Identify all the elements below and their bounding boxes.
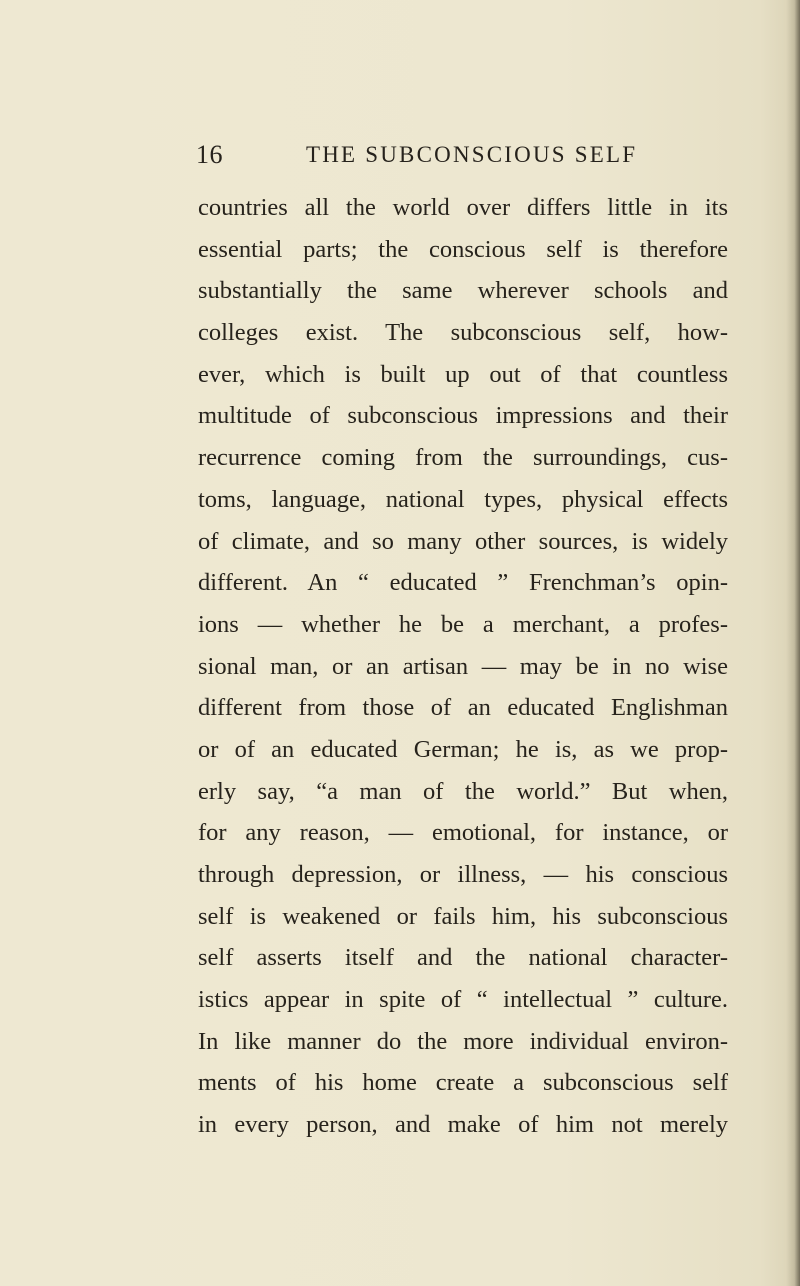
text-line: in every person, and make of him not merely bbox=[198, 1111, 728, 1139]
text-line: or of an educated German; he is, as we prop- bbox=[198, 735, 728, 763]
running-head: THE SUBCONSCIOUS SELF bbox=[306, 142, 638, 167]
text-line: recurrence coming from the surroundings, cus- bbox=[198, 444, 728, 472]
page-number: 16 bbox=[196, 140, 223, 169]
text-line: through depression, or illness, — his conscious bbox=[198, 861, 728, 888]
text-line: of climate, and so many other sources, is widely bbox=[198, 527, 728, 555]
text-line: substantially the same wherever schools and bbox=[198, 277, 728, 305]
text-line: toms, language, national types, physical effects bbox=[198, 485, 728, 513]
text-line: istics appear in spite of “ intellectual ” culture. bbox=[198, 986, 728, 1014]
body-text bbox=[198, 187, 728, 1146]
page-edge-shadow bbox=[786, 0, 800, 1286]
text-line: erly say, “a man of the world.” But when, bbox=[198, 777, 728, 805]
text-line: sional man, or an artisan — may be in no wise bbox=[198, 652, 728, 680]
text-line: countries all the world over differs little in its bbox=[198, 194, 728, 221]
text-line: multitude of subconscious impressions and their bbox=[198, 402, 728, 430]
text-line: essential parts; the conscious self is therefore bbox=[198, 235, 728, 263]
text-line: for any reason, — emotional, for instance, or bbox=[198, 819, 728, 847]
text-line: ever, which is built up out of that countless bbox=[198, 360, 728, 388]
text-line: ments of his home create a subconscious self bbox=[198, 1069, 728, 1097]
text-line: colleges exist. The subconscious self, how- bbox=[198, 319, 728, 347]
text-line: different from those of an educated Englishman bbox=[198, 694, 728, 722]
page-header bbox=[196, 140, 746, 174]
text-line: different. An “ educated ” Frenchman’s opin- bbox=[198, 569, 728, 597]
text-line: self is weakened or fails him, his subconscious bbox=[198, 902, 728, 930]
text-line: In like manner do the more individual environ- bbox=[198, 1027, 728, 1055]
text-line: self asserts itself and the national character- bbox=[198, 944, 728, 972]
text-line: ions — whether he be a merchant, a profes- bbox=[198, 610, 728, 638]
